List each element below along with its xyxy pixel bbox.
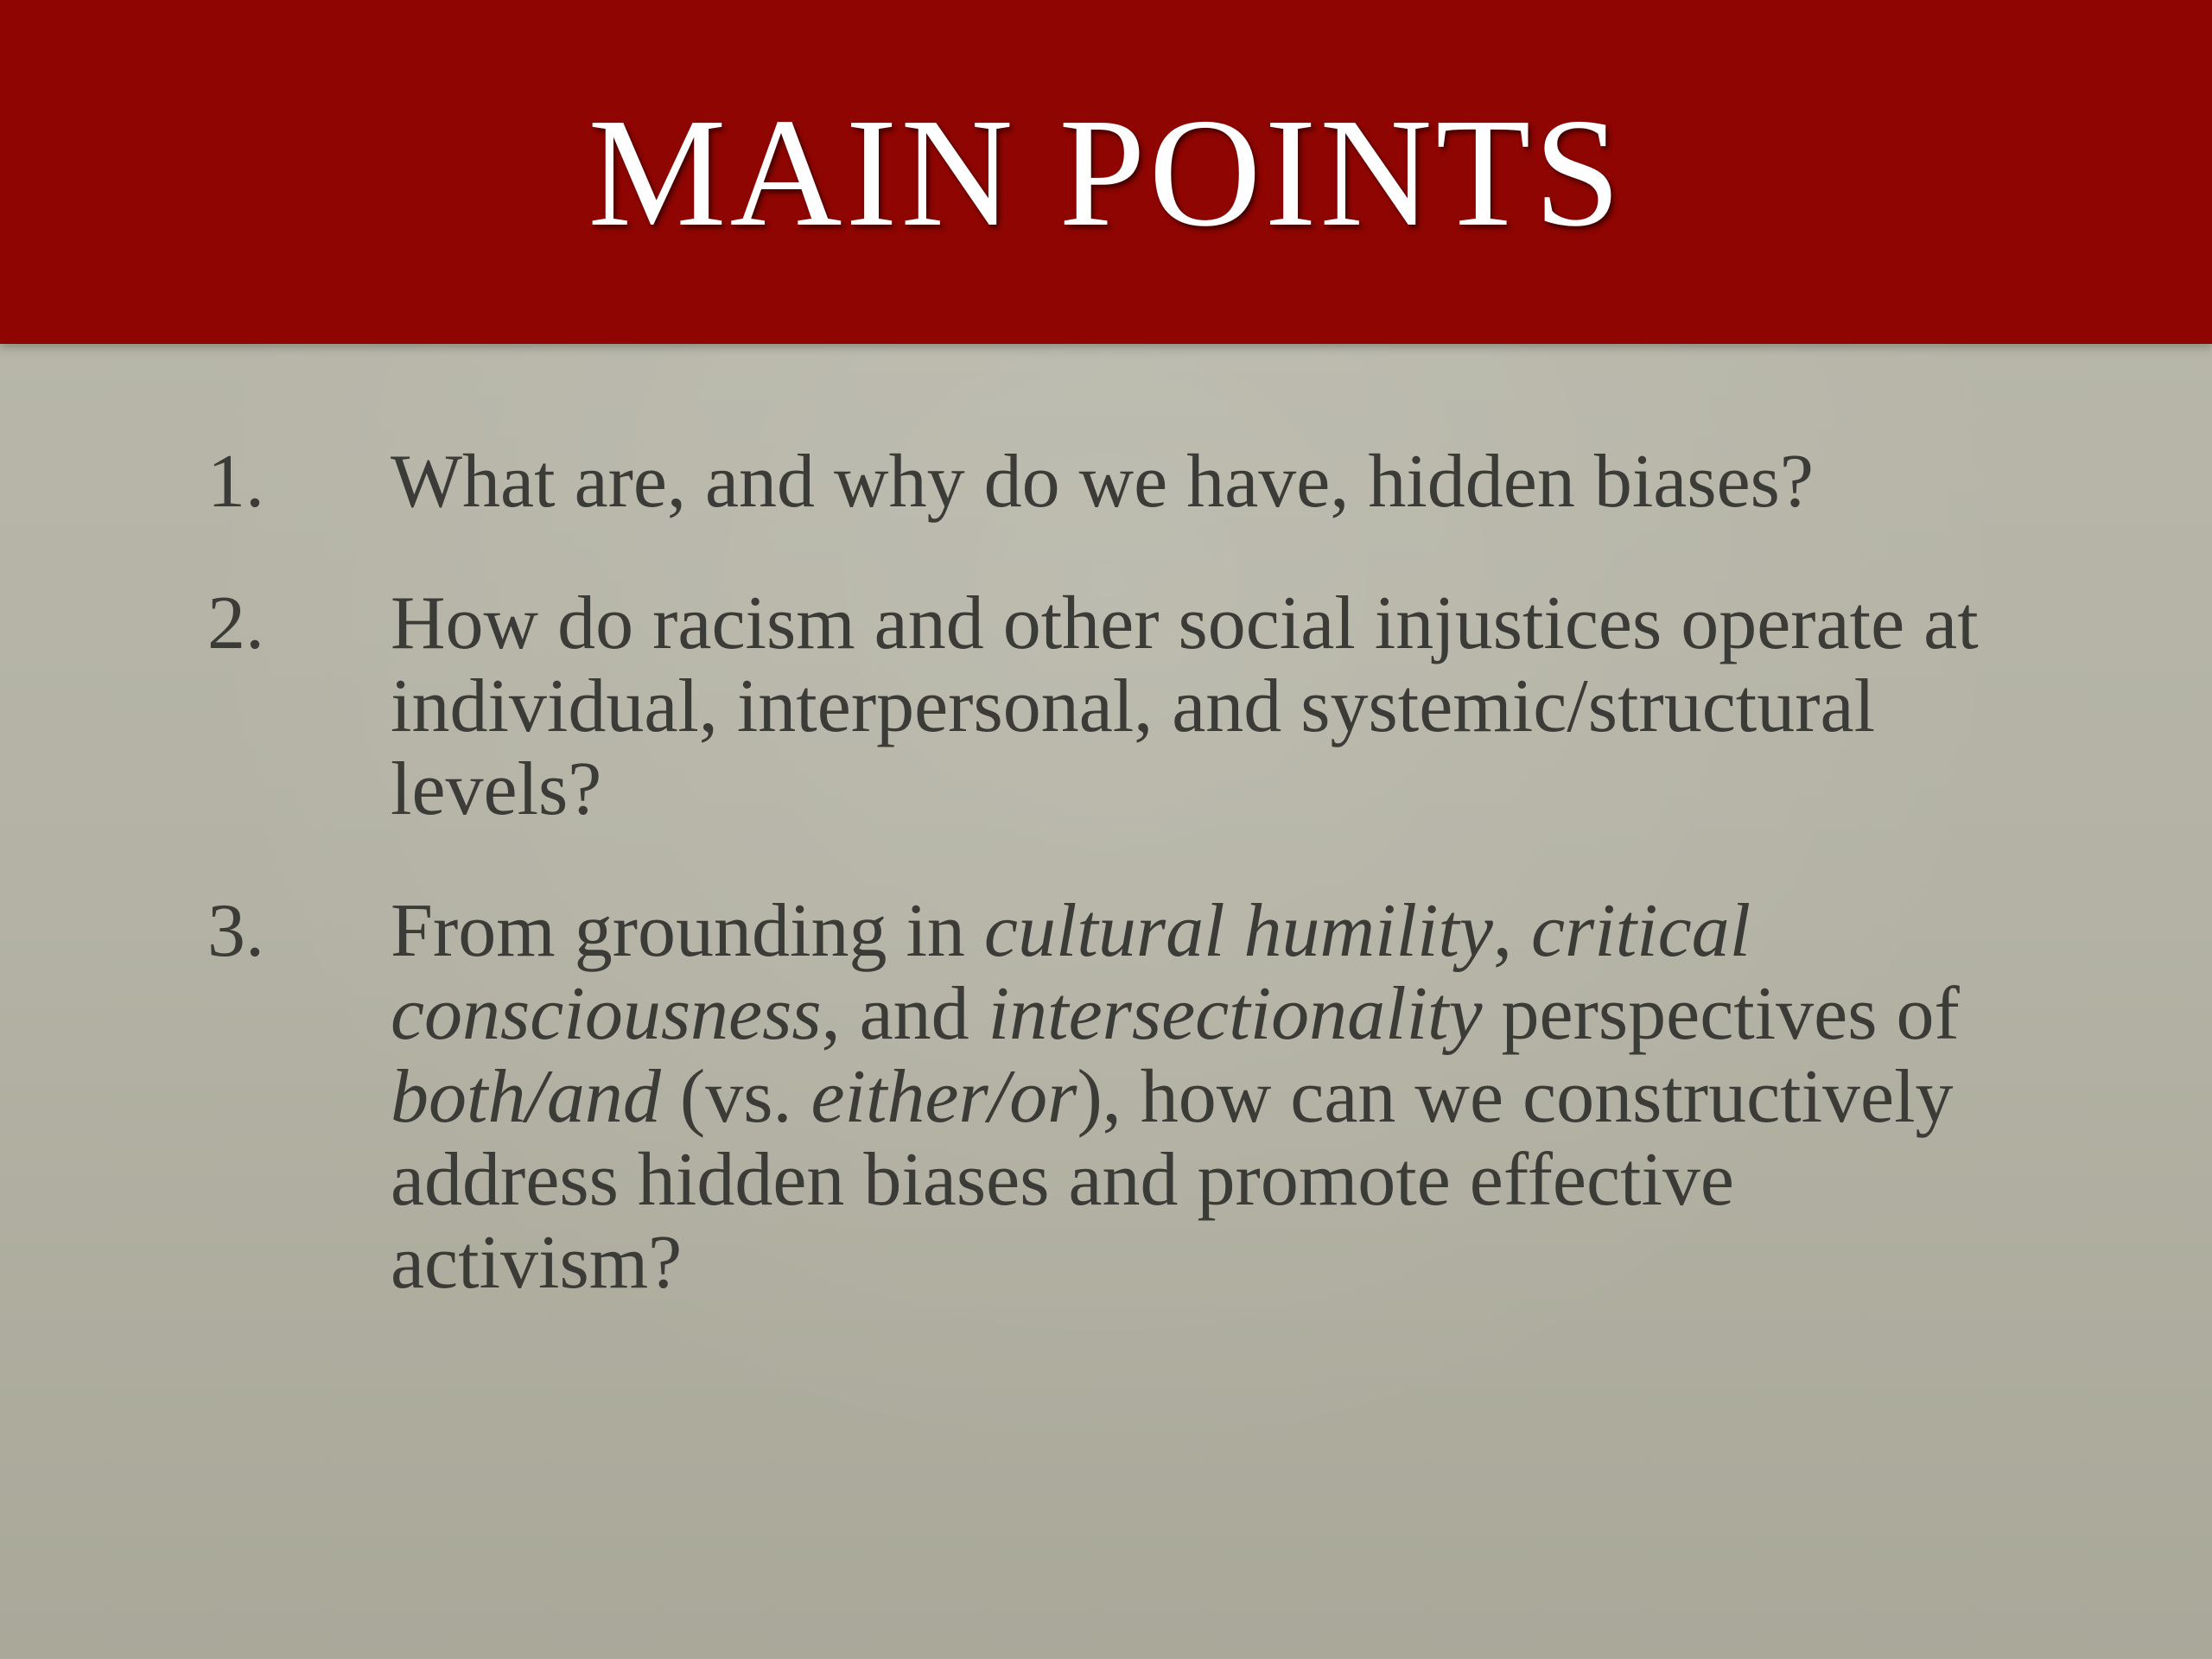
text-segment: ), how can we constructively address hidden biases and promote effective activism? xyxy=(391,1055,1954,1305)
italic-term-cultural-humility: cultural humility xyxy=(983,889,1493,973)
point-text xyxy=(391,889,1960,1305)
italic-term-both-and: both/and xyxy=(391,1055,661,1139)
point-text xyxy=(391,440,1814,524)
italic-term-either-or: either/or xyxy=(810,1055,1077,1139)
text-segment: , and xyxy=(821,972,988,1056)
point-number: 2. xyxy=(207,582,264,665)
list-item xyxy=(207,582,2039,831)
text-segment: How do racism and other social injustices operate at individual, interpersonal, and systemic/structural levels? xyxy=(391,582,1979,831)
point-text xyxy=(391,582,1979,831)
point-number: 1. xyxy=(207,440,264,524)
text-segment: (vs. xyxy=(660,1055,811,1139)
italic-term-critical-consciousness: critical consciousness xyxy=(391,889,1751,1056)
list-item xyxy=(207,441,2039,524)
text-segment: , xyxy=(1492,889,1531,973)
text-segment: What are, and why do we have, hidden biases? xyxy=(391,440,1814,524)
point-number: 3. xyxy=(207,889,264,973)
main-points-list xyxy=(207,441,2039,1363)
slide-title: MAIN POINTS xyxy=(588,86,1624,258)
text-segment: From grounding in xyxy=(391,889,984,973)
italic-term-intersectionality: intersectionality xyxy=(988,972,1483,1056)
text-segment: perspectives of xyxy=(1482,972,1960,1056)
list-item xyxy=(207,890,2039,1305)
